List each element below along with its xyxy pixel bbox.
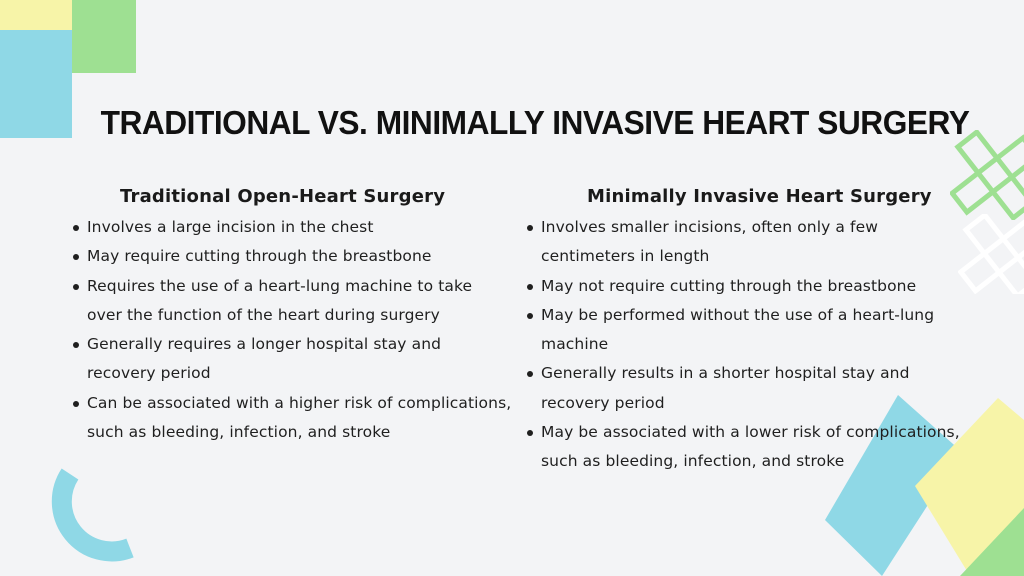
list-item: Requires the use of a heart-lung machine to take over the function of the heart during surgery <box>72 272 512 331</box>
minimally-invasive-heading: Minimally Invasive Heart Surgery <box>587 186 932 207</box>
minimally-invasive-list <box>526 213 966 477</box>
list-item: May require cutting through the breastbone <box>72 242 512 271</box>
decor-white-cross-icon <box>958 214 1024 294</box>
traditional-heading: Traditional Open-Heart Surgery <box>120 186 446 207</box>
list-item: Generally results in a shorter hospital stay and recovery period <box>526 359 966 418</box>
traditional-list <box>72 213 512 447</box>
page-title: TRADITIONAL VS. MINIMALLY INVASIVE HEART SURGERY <box>100 104 970 142</box>
decor-yellow-square-top-left <box>0 0 72 30</box>
list-item: Generally requires a longer hospital stay and recovery period <box>72 330 512 389</box>
list-item: May be performed without the use of a heart-lung machine <box>526 301 966 360</box>
decor-green-square-top-left <box>72 0 136 73</box>
traditional-column <box>72 186 512 447</box>
list-item: Involves smaller incisions, often only a few centimeters in length <box>526 213 966 272</box>
minimally-invasive-column <box>526 186 966 477</box>
decor-blue-arc-icon <box>30 460 150 576</box>
list-item: May be associated with a lower risk of complications, such as bleeding, infection, and stroke <box>526 418 966 477</box>
list-item: May not require cutting through the breastbone <box>526 272 966 301</box>
list-item: Can be associated with a higher risk of complications, such as bleeding, infection, and stroke <box>72 389 512 448</box>
list-item: Involves a large incision in the chest <box>72 213 512 242</box>
